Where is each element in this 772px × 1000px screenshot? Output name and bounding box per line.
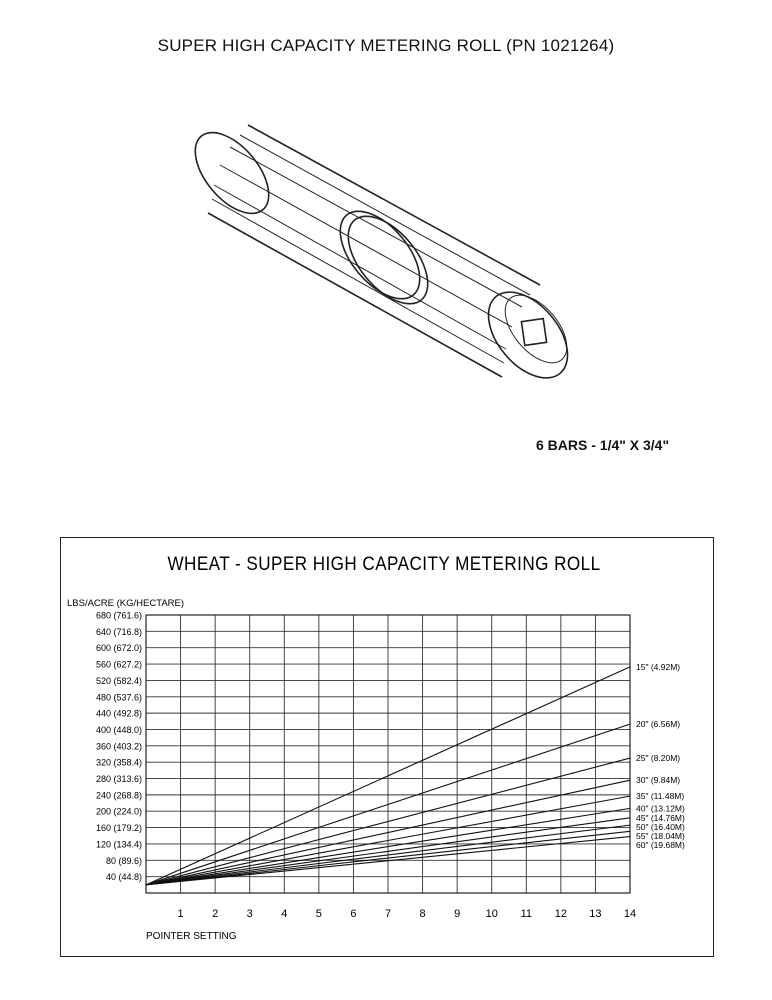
x-tick-label: 2: [212, 908, 219, 920]
x-tick-label: 4: [281, 908, 288, 920]
y-tick-label: 640 (716.8): [95, 626, 142, 637]
y-tick-labels: [96, 611, 142, 883]
wheat-rate-chart: [60, 537, 714, 957]
series-label: 50" (16.40M): [636, 821, 685, 832]
page-title: SUPER HIGH CAPACITY METERING ROLL (PN 1021264): [157, 36, 615, 55]
x-tick-label: 8: [419, 908, 426, 920]
roll-body-bottom: [208, 213, 502, 377]
series-label: 60" (19.68M): [636, 839, 685, 850]
x-tick-label: 6: [350, 908, 357, 920]
series-label: 20" (6.56M): [636, 719, 681, 730]
y-tick-label: 40 (44.8): [105, 872, 142, 883]
y-tick-label: 160 (179.2): [95, 823, 142, 834]
y-tick-label: 120 (134.4): [95, 839, 142, 850]
x-tick-label: 1: [177, 908, 184, 920]
roll-right-end: [473, 277, 583, 392]
y-tick-label: 560 (627.2): [95, 659, 142, 670]
x-tick-label: 7: [384, 908, 392, 920]
series-label: 45" (14.76M): [636, 812, 685, 823]
x-tick-label: 9: [454, 908, 461, 920]
x-tick-labels: [178, 908, 637, 920]
x-tick-label: 12: [554, 908, 567, 920]
series-label: 15" (4.92M): [636, 661, 681, 672]
x-tick-label: 5: [315, 908, 322, 920]
x-tick-label: 10: [485, 908, 498, 920]
y-tick-label: 600 (672.0): [95, 643, 142, 654]
square-bore: [521, 319, 546, 346]
y-tick-label: 400 (448.0): [95, 724, 142, 735]
y-tick-label: 360 (403.2): [95, 741, 142, 752]
y-tick-label: 520 (582.4): [95, 675, 142, 686]
x-tick-label: 14: [623, 908, 637, 920]
series-label: 55" (18.04M): [636, 830, 685, 841]
x-tick-label: 13: [589, 908, 602, 920]
y-tick-label: 680 (761.6): [95, 610, 142, 621]
x-tick-label: 11: [520, 908, 532, 920]
y-tick-label: 240 (268.8): [95, 790, 142, 801]
y-tick-label: 440 (492.8): [95, 708, 142, 719]
chart-title: WHEAT - SUPER HIGH CAPACITY METERING ROLL: [167, 553, 601, 575]
series-labels: [636, 662, 685, 850]
x-axis-label: POINTER SETTING: [146, 931, 237, 942]
series-label: 30" (9.84M): [636, 775, 681, 786]
x-tick-label: 3: [246, 908, 253, 920]
series-label: 40" (13.12M): [636, 803, 685, 814]
y-axis-label: LBS/ACRE (KG/HECTARE): [67, 598, 185, 609]
metering-roll-drawing: [190, 95, 610, 405]
y-tick-label: 480 (537.6): [95, 692, 142, 703]
y-tick-label: 320 (358.4): [95, 757, 142, 768]
series-label: 25" (8.20M): [636, 753, 681, 764]
bars-caption: 6 BARS - 1/4" X 3/4": [536, 437, 670, 453]
series-label: 35" (11.48M): [636, 791, 685, 802]
y-tick-label: 80 (89.6): [105, 855, 142, 866]
y-tick-label: 200 (224.0): [95, 806, 142, 817]
y-tick-label: 280 (313.6): [95, 774, 142, 785]
